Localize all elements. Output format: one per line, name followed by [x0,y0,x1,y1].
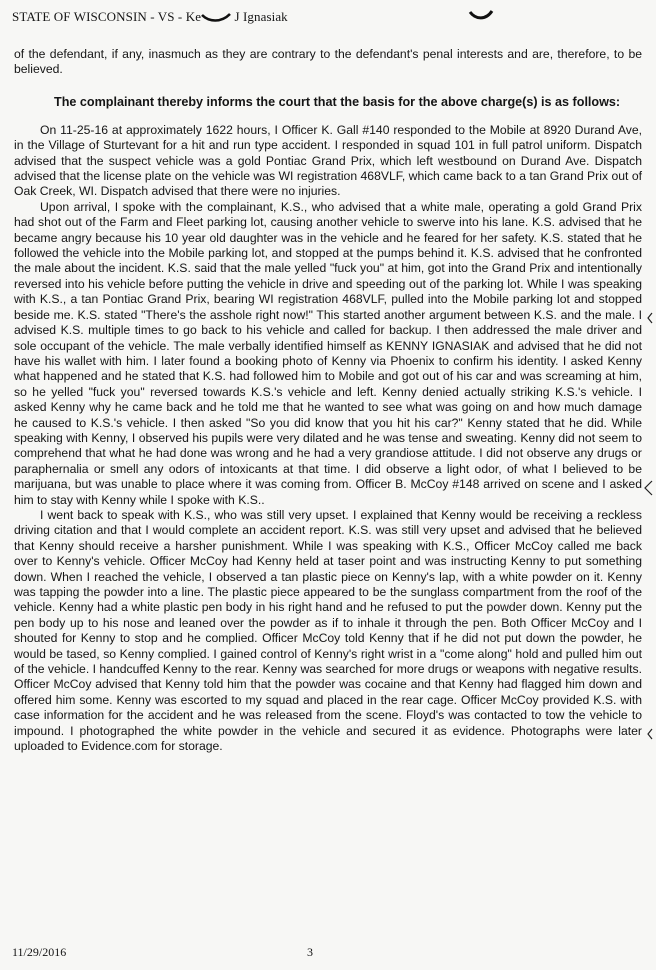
intro-text: of the defendant, if any, inasmuch as they are contrary to the defendant's penal interests and are, therefore, to be believed. [14,47,642,77]
document-header [12,9,288,25]
footer-date: 11/29/2016 [12,945,67,959]
caption-left: STATE OF WISCONSIN - VS - Ke [12,9,202,24]
paragraph: I went back to speak with K.S., who was still very upset. I explained that Kenny would be receiving a reckless driving citation and that I would complete an accident report. K.S. was still very upset and advised that he believed that Kenny should receive a harsher punishment. While I was speaking with K.S., Officer McCoy called me back over to Kenny's vehicle. Officer McCoy had Kenny held at taser point and was instructing Kenny to put something down. When I reached the vehicle, I observed a tan plastic piece on Kenny's lap, with a white powder on it. Kenny was tapping the powder into a line. The plastic piece appeared to be the sunglass compartment from the roof of the vehicle. Kenny had a white plastic pen body in his right hand and he refused to put the powder down. Kenny put the pen body up to his nose and leaned over the powder as if to inhale it through the pen. Both Officer McCoy and I shouted for Kenny to stop and he complied. Officer McCoy told Kenny that if he did not put down the powder, he would be tased, so Kenny complied. I gained control of Kenny's right wrist in a "come along" hold and pulled him out of the vehicle. I handcuffed Kenny to the rear. Kenny was searched for more drugs or weapons with negative results. Officer McCoy advised that Kenny told him that the powder was cocaine and that Kenny had flagged him down and offered him some. Kenny was escorted to my squad and placed in the rear cage. Officer McCoy provided K.S. with case information for the accident and he was released from the scene. Floyd's was contacted to tow the vehicle to impound. I photographed the white powder in the vehicle and secured it as evidence. Photographs were later uploaded to Evidence.com for storage. [14,507,642,754]
handwritten-mark-icon [468,8,494,22]
page-number: 3 [307,945,313,959]
margin-tick-icon [642,480,654,496]
complaint-body [14,47,642,754]
margin-tick-icon [646,312,654,324]
caption-right: J Ignasiak [234,9,288,24]
margin-tick-icon [646,728,654,740]
redaction-scribble-icon [201,12,231,24]
paragraph: Upon arrival, I spoke with the complainant, K.S., who advised that a white male, operating a gold Grand Prix had shot out of the Farm and Fleet parking lot, causing another vehicle to swerve into his lane. K.S. advised that he became angry because his 10 year old daughter was in the vehicle and he feared for her safety. K.S. stated that he followed the vehicle into the Mobile parking lot, and stopped at the pumps behind it. K.S. advised that he confronted the male about the incident. K.S. said that the male yelled "fuck you" at him, got into the Grand Prix and intentionally reversed into his vehicle before putting the vehicle in drive and speeding out of the parking lot. While I was speaking with K.S., a tan Pontiac Grand Prix, bearing WI registration 468VLF, pulled into the Mobile parking lot and stopped beside me. K.S. stated "There's the asshole right now!" This started another argument between K.S. and the male. I advised K.S. multiple times to go back to his vehicle and called for backup. I then addressed the male driver and sole occupant of the vehicle. The male verbally identified himself as KENNY IGNASIAK and advised that he did not have his wallet with him. I later found a booking photo of Kenny via Phoenix to confirm his identity. I asked Kenny what happened and he stated that K.S. had followed him to Mobile and got out of his car and was screaming at him, so he yelled "fuck you" reversed towards K.S.'s vehicle and left. Kenny denied actually striking K.S.'s vehicle. I asked Kenny why he came back and he told me that he wanted to see what was going on and how much damage he caused to K.S.'s vehicle. I then asked "So you did know that you hit his car?" Kenny stated that he did. While speaking with Kenny, I observed his pupils were very dilated and he was tense and sweating. Kenny did not seem to comprehend that what he had done was wrong and he had a very grandiose attitude. I did not observe any drugs or paraphernalia or smell any odors of intoxicants at that time. I did observe a light odor, of what I believed to be marijuana, but was unable to place where it was coming from. Officer B. McCoy #148 arrived on scene and I asked him to stay with Kenny while I spoke with K.S.. [14,199,642,507]
section-heading: The complainant thereby informs the court that the basis for the above charge(s) is as follows: [54,94,621,109]
paragraph: On 11-25-16 at approximately 1622 hours, I Officer K. Gall #140 responded to the Mobile at 8920 Durand Ave, in the Village of Sturtevant for a hit and run type accident. I responded in squad 101 in full patrol uniform. Dispatch advised that the suspect vehicle was a gold Pontiac Grand Prix, which left westbound on Durand Ave. Dispatch advised that the license plate on the vehicle was WI registration 468VLF, which came back to a tan Grand Prix out of Oak Creek, WI. Dispatch advised that there were no injuries. [14,122,642,199]
